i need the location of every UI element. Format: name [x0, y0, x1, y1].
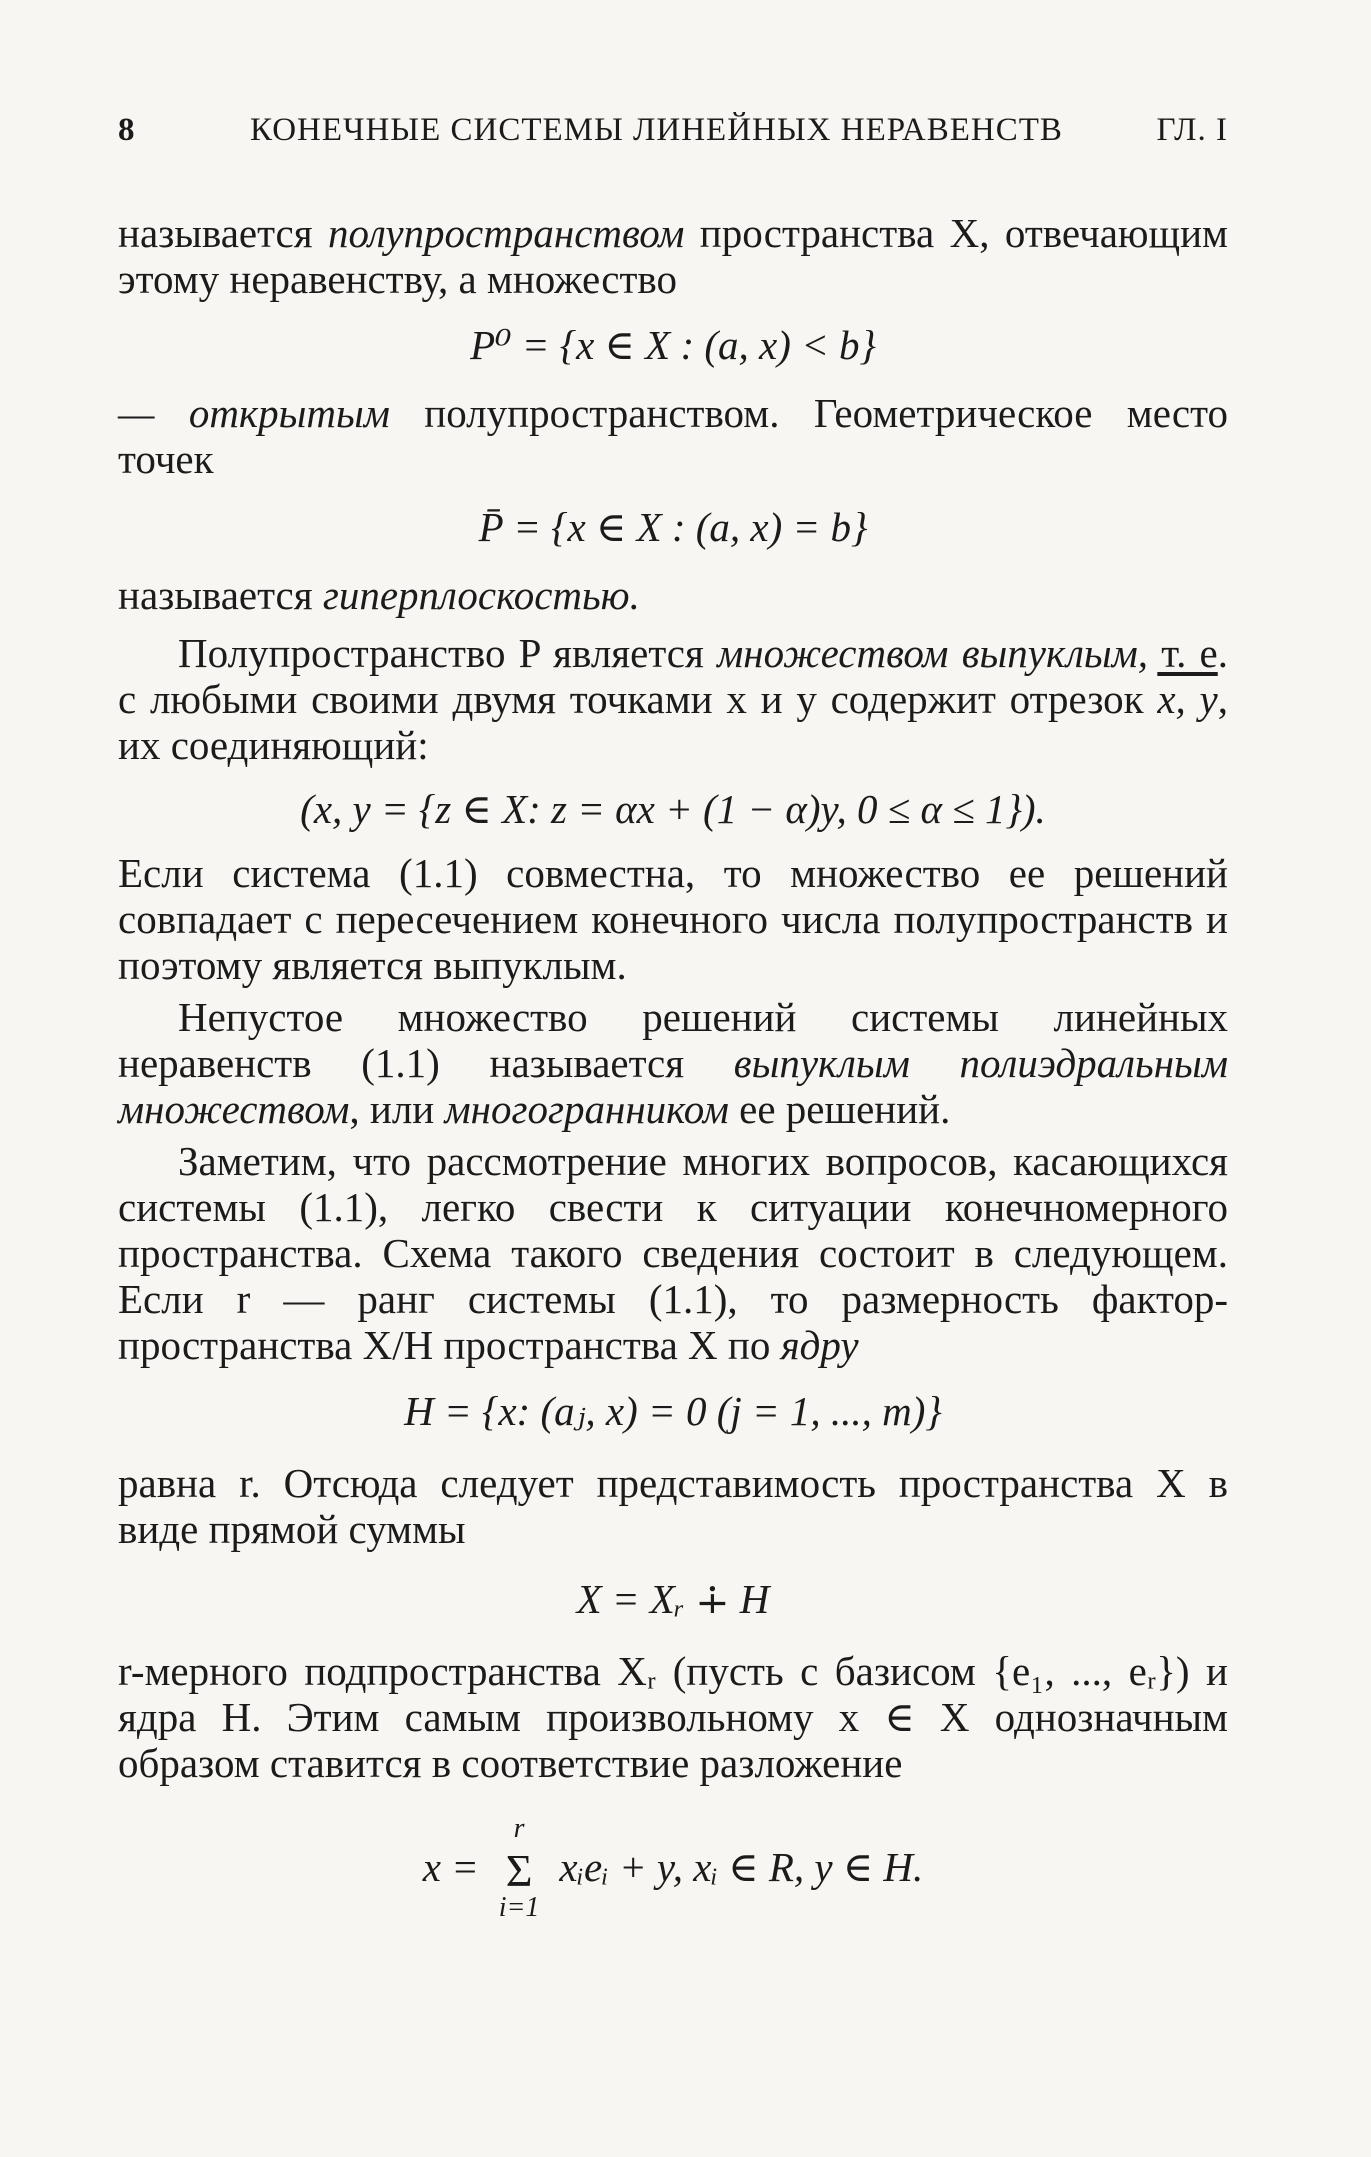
term-hyperplane: гиперплоскостью.	[322, 572, 640, 618]
paragraph-3	[118, 572, 1228, 618]
page-number: 8	[118, 112, 136, 148]
formula-direct-sum: X = Xᵣ ∔ H	[576, 1576, 770, 1622]
formula-lhs: x =	[422, 1844, 479, 1890]
paragraph-5: Если система (1.1) совместна, то множество ее решений совпадает с пересечением конечного числа полупространств и поэтому является выпуклым.	[118, 850, 1228, 988]
body-text	[118, 210, 1228, 1924]
text-span: , их соединяющий:	[118, 676, 1228, 768]
text-span: Полупространство P является	[178, 630, 718, 676]
formula-segment: (x, y = {z ∈ X: z = αx + (1 − α)y, 0 ≤ α ≤ 1}).	[300, 786, 1046, 832]
running-title: КОНЕЧНЫЕ СИСТЕМЫ ЛИНЕЙНЫХ НЕРАВЕНСТВ	[250, 112, 1063, 148]
sigma-icon: Σ	[505, 1845, 533, 1897]
running-header	[118, 112, 1228, 162]
term-convex-set: множеством выпуклым,	[717, 630, 1149, 676]
text-span: пространства X, отвечающим этому неравенству, а множество	[118, 210, 1228, 302]
sum-upper-limit: r	[513, 1813, 525, 1845]
paragraph-8: равна r. Отсюда следует представимость пространства X в виде прямой суммы	[118, 1460, 1228, 1552]
paragraph-2	[118, 390, 1228, 482]
formula-decomposition	[118, 1813, 1228, 1924]
summation	[489, 1813, 549, 1924]
term-open: — открытым	[118, 390, 390, 436]
paragraph-1	[118, 210, 1228, 302]
paragraph-6	[118, 994, 1228, 1132]
formula-hyperplane: P̄ = {x ∈ X : (a, x) = b}	[478, 504, 868, 550]
paragraph-4	[118, 630, 1228, 768]
text-span: полупространством. Геометрическое место точек	[118, 390, 1228, 482]
paragraph-7	[118, 1138, 1228, 1368]
formula-kernel: H = {x: (aⱼ, x) = 0 (j = 1, ..., m)}	[404, 1388, 942, 1434]
term-half-space: полупространством	[328, 210, 685, 256]
formula-rhs: xᵢeᵢ + y, xᵢ ∈ R, y ∈ H.	[559, 1844, 924, 1890]
formula-open-half-space: P⁰ = {x ∈ X : (a, x) < b}	[470, 322, 876, 368]
text-span: Непустое множество решений системы линейных неравенств (1.1) называется	[118, 994, 1228, 1086]
term-polyhedral-set: выпуклым полиэдральным множеством	[118, 1040, 1228, 1132]
text-span: т. е. с любыми своими двумя точками x и y содержит отрезок	[118, 630, 1228, 722]
segment-notation: x, y	[1157, 676, 1218, 722]
term-kernel: ядру	[780, 1322, 859, 1368]
text-span: Заметим, что рассмотрение многих вопросов, касающихся системы (1.1), легко свести к ситуации конечномерного пространства. Схема такого сведения состоит в следующем. Если r — ранг системы (1.1), то размерность фактор-пространства X/H пространства X по	[118, 1138, 1228, 1368]
text-span: называется	[118, 210, 329, 256]
text-span: , или	[349, 1086, 445, 1132]
term-polyhedron: многогранником	[444, 1086, 729, 1132]
chapter-label: ГЛ. I	[1156, 112, 1228, 148]
sum-lower-limit: i=1	[498, 1892, 540, 1924]
paragraph-9: r-мерного подпространства Xᵣ (пусть с базисом {e₁, ..., eᵣ}) и ядра H. Этим самым произвольному x ∈ X однозначным образом ставится в соответствие разложение	[118, 1648, 1228, 1786]
text-span: ее решений.	[728, 1086, 951, 1132]
text-span: называется	[118, 572, 323, 618]
